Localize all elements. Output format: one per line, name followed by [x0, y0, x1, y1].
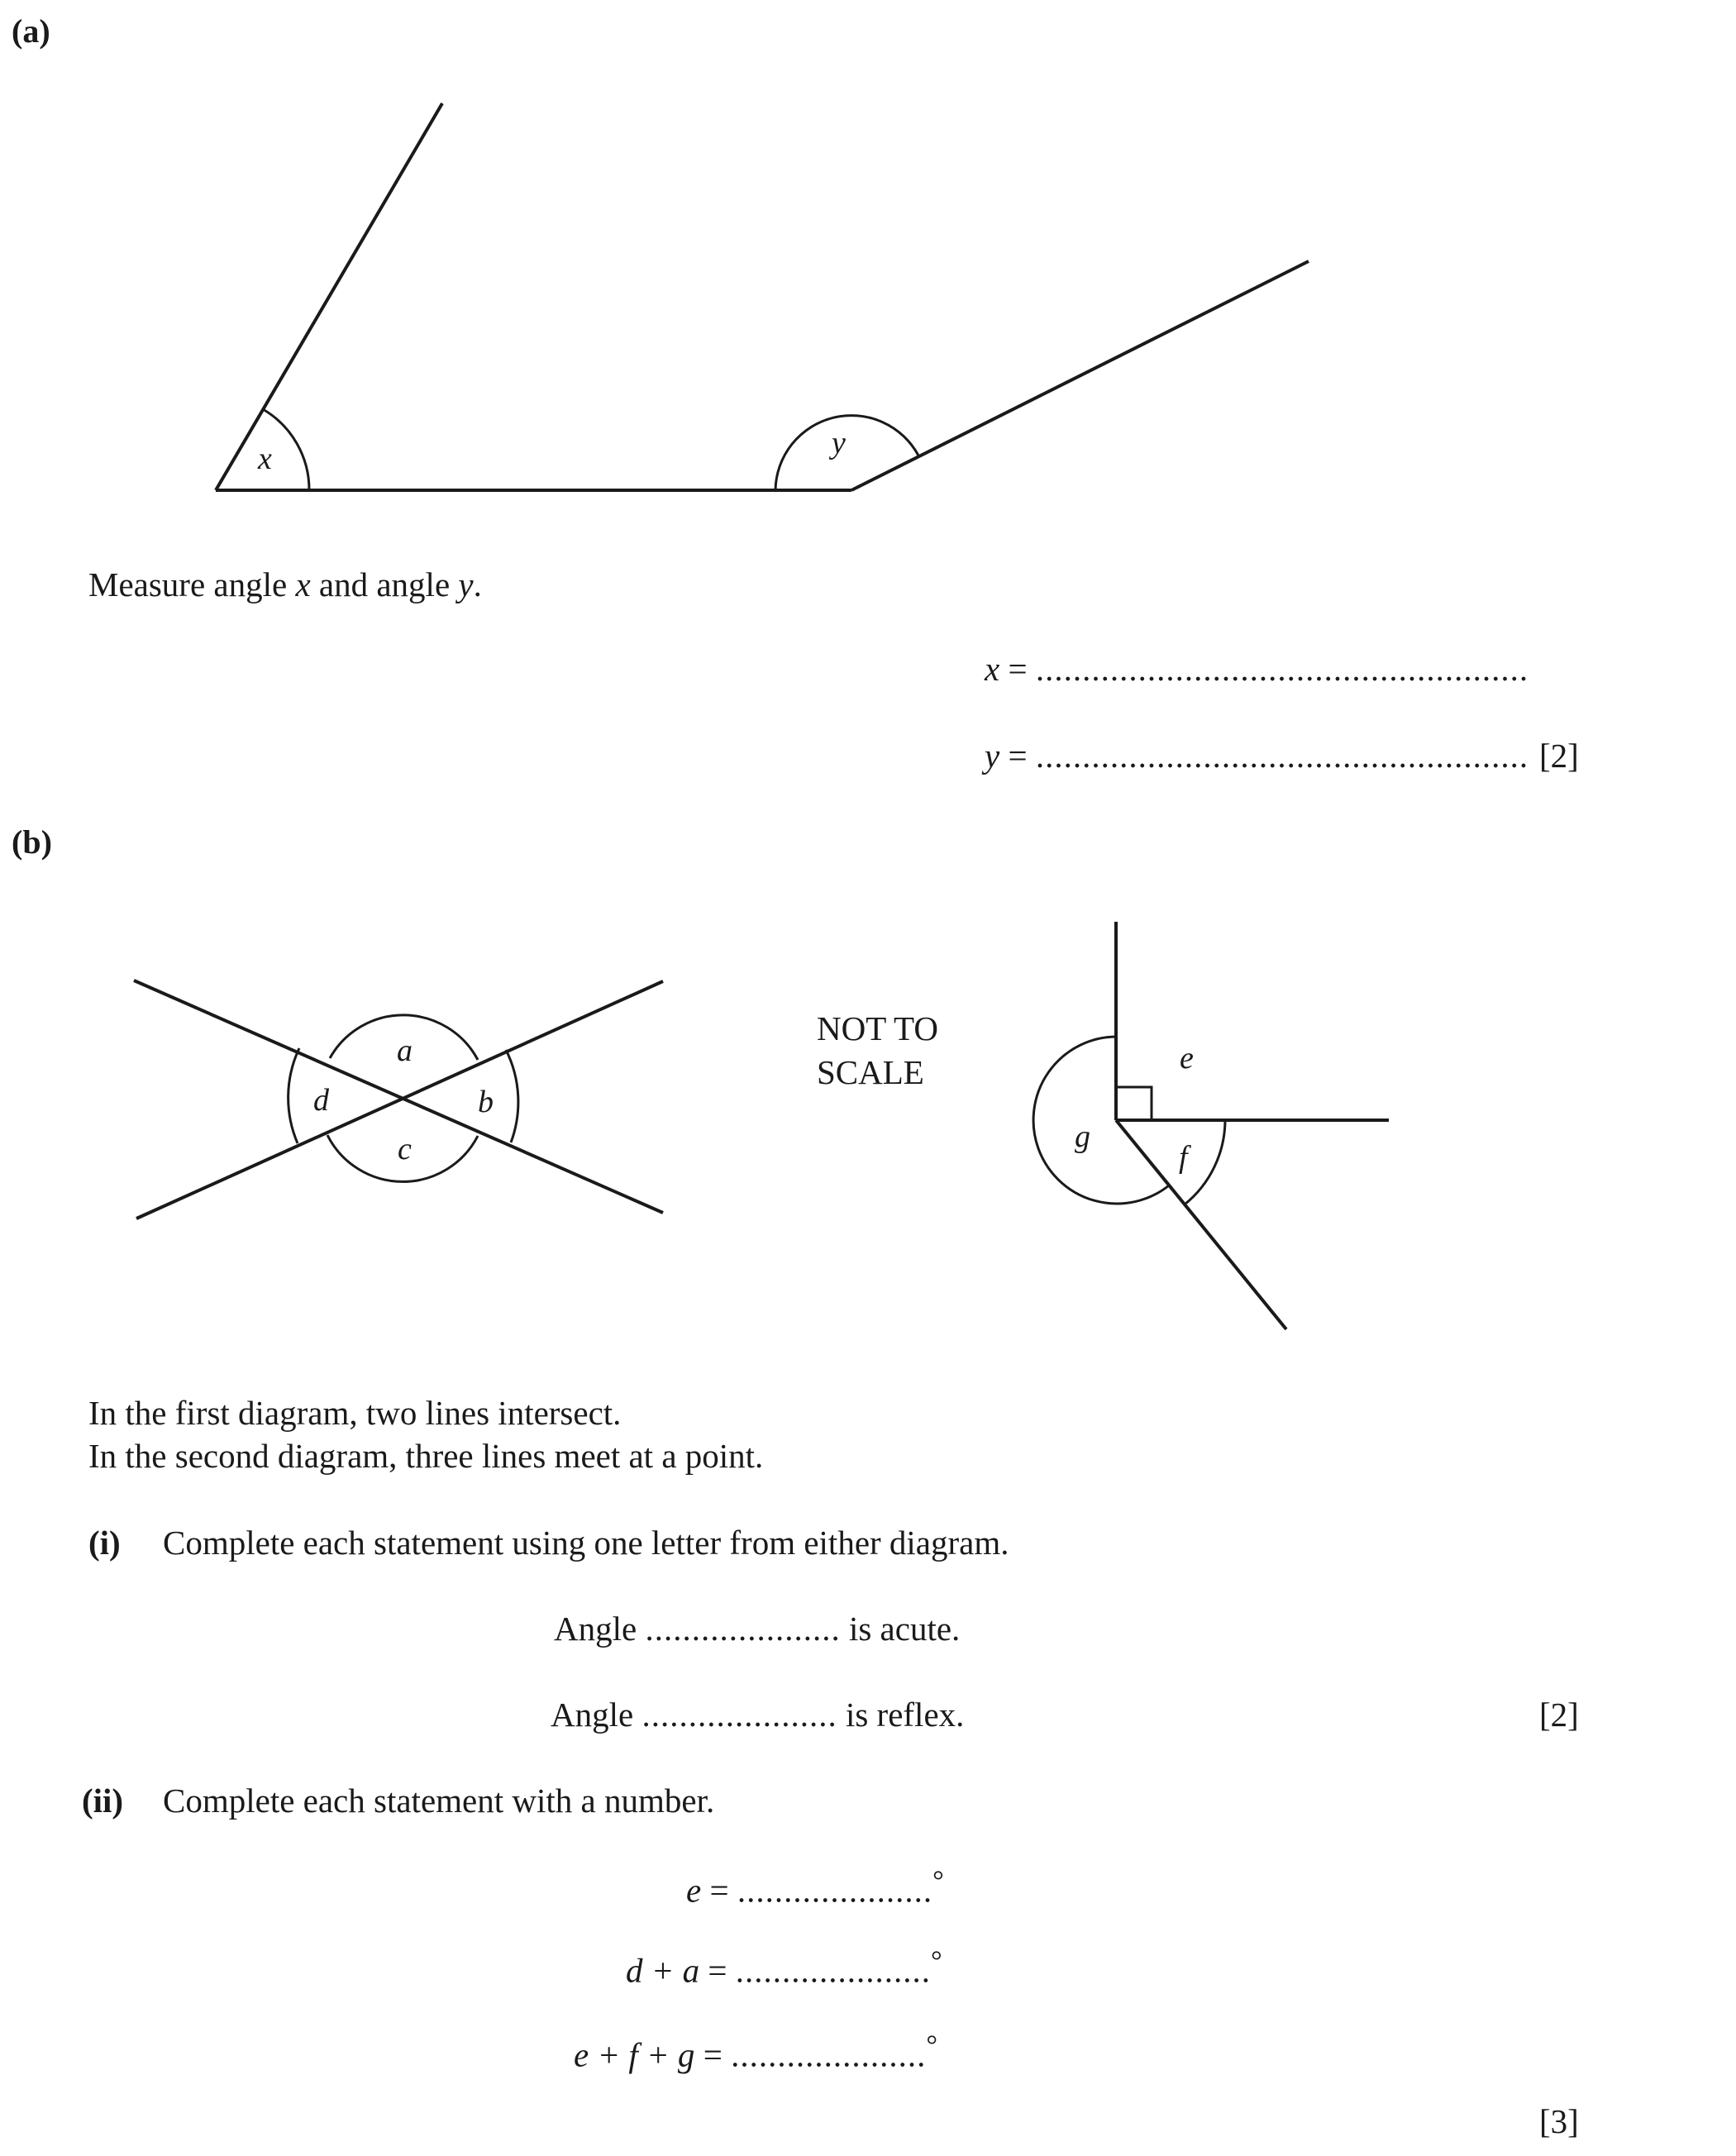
label-a: a — [397, 1033, 413, 1068]
label-c: c — [398, 1132, 412, 1166]
statement-acute-post: is acute. — [840, 1610, 961, 1648]
equation-d-plus-a[interactable] — [626, 1946, 942, 1991]
equation-d-plus-a-blank[interactable]: ..................... — [735, 1951, 932, 1990]
label-e: e — [1180, 1041, 1194, 1076]
arc-y — [775, 416, 918, 490]
instruction-var-y: y — [458, 565, 474, 603]
degree-symbol: ° — [931, 1946, 942, 1977]
answer-x-var: x — [985, 650, 1000, 688]
equation-d-plus-a-lhs: d + a — [626, 1951, 700, 1990]
answer-y-eq: = — [999, 737, 1036, 775]
statement-acute[interactable] — [554, 1609, 960, 1648]
sub-i-text: Complete each statement using one letter from either diagram. — [163, 1524, 1009, 1562]
arm-y-right — [851, 261, 1309, 490]
three-lines-diagram — [1033, 922, 1389, 1329]
statement-acute-pre: Angle — [554, 1610, 646, 1648]
equation-e-plus-f-plus-g[interactable] — [574, 2030, 937, 2075]
degree-symbol: ° — [932, 1866, 944, 1896]
equation-e-lhs: e — [686, 1871, 702, 1910]
not-to-scale-line1: NOT TO — [817, 1009, 938, 1047]
statement-reflex-blank[interactable]: ..................... — [641, 1696, 837, 1734]
equation-e-blank[interactable]: ..................... — [737, 1871, 933, 1910]
equation-d-plus-a-eq: = — [699, 1951, 736, 1990]
degree-symbol: ° — [926, 2030, 937, 2061]
equation-efg-lhs: e + f + g — [574, 2035, 695, 2074]
label-f: f — [1179, 1140, 1188, 1175]
answer-x-blank[interactable]: ..................................................... — [1035, 650, 1529, 688]
label-x: x — [258, 441, 272, 476]
arc-b — [506, 1050, 518, 1142]
statement-acute-blank[interactable]: ..................... — [645, 1610, 841, 1648]
part-a-instruction — [88, 565, 482, 604]
label-y: y — [832, 426, 846, 460]
equation-e[interactable] — [686, 1866, 944, 1910]
answer-x-eq: = — [999, 650, 1036, 688]
instruction-mid: and angle — [310, 565, 459, 603]
equation-efg-eq: = — [694, 2035, 732, 2074]
arc-d — [289, 1048, 299, 1143]
instruction-pre: Measure angle — [88, 565, 296, 603]
arm-x-upper — [216, 103, 442, 490]
instruction-post: . — [473, 565, 482, 603]
sub-ii-marks: [3] — [1539, 2102, 1579, 2140]
sub-ii-text: Complete each statement with a number. — [163, 1782, 715, 1820]
label-b: b — [478, 1085, 494, 1119]
statement-reflex-pre: Angle — [551, 1696, 642, 1734]
statement-reflex-post: is reflex. — [837, 1696, 965, 1734]
answer-y-blank[interactable]: ..................................................... — [1035, 737, 1529, 775]
not-to-scale-note — [817, 1007, 938, 1095]
sub-ii-label: (ii) — [82, 1782, 124, 1820]
intersecting-lines-diagram — [134, 980, 663, 1219]
statement-reflex[interactable] — [551, 1695, 964, 1734]
sub-i-label: (i) — [88, 1524, 121, 1562]
label-g: g — [1075, 1119, 1090, 1154]
right-angle-marker — [1116, 1087, 1152, 1120]
not-to-scale-line2: SCALE — [817, 1053, 924, 1091]
answer-y-line[interactable] — [985, 736, 1529, 775]
instruction-var-x: x — [295, 565, 311, 603]
arc-f — [1185, 1120, 1225, 1204]
part-a-marks: [2] — [1539, 737, 1579, 775]
answer-y-var: y — [985, 737, 1000, 775]
label-d: d — [313, 1083, 329, 1118]
part-b-label: (b) — [12, 823, 52, 861]
equation-e-eq: = — [701, 1871, 737, 1910]
diagonal-line — [1116, 1120, 1286, 1329]
sub-i-marks: [2] — [1539, 1696, 1579, 1734]
angle-figure-a — [216, 103, 1309, 490]
intro-line-1: In the first diagram, two lines intersect. — [88, 1394, 622, 1432]
answer-x-line[interactable] — [985, 649, 1529, 689]
part-a-label: (a) — [12, 12, 50, 50]
equation-efg-blank[interactable]: ..................... — [731, 2035, 927, 2074]
intro-line-2: In the second diagram, three lines meet at a point. — [88, 1437, 764, 1475]
